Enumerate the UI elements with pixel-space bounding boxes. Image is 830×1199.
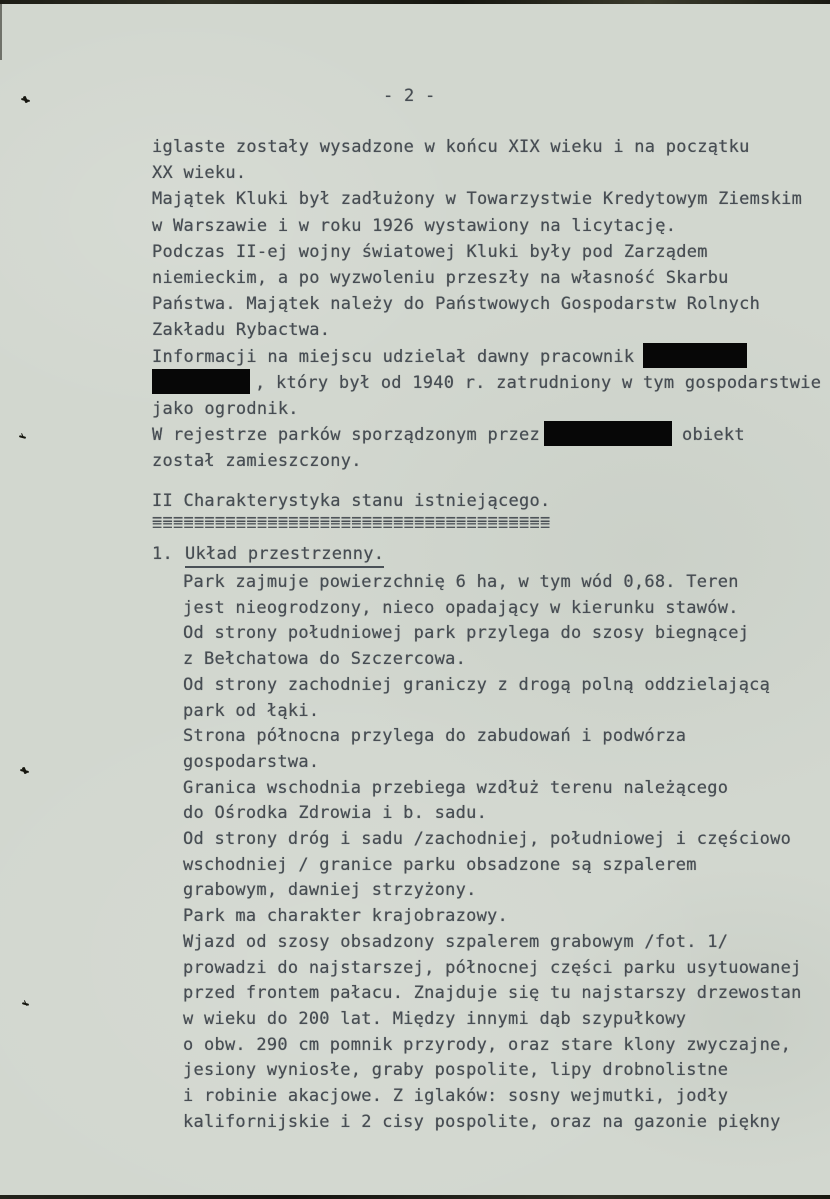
text-line: przed frontem pałacu. Znajduje się tu najstarszy drzewostan [183, 983, 802, 1004]
text-line-with-redaction [152, 344, 821, 370]
text-line: Granica wschodnia przebiega wzdłuż terenu należącego [183, 777, 729, 798]
text-line: Majątek Kluki był zadłużony w Towarzystwie Kredytowym Ziemskim [152, 189, 803, 210]
ink-speck [21, 96, 30, 104]
text-line: Podczas II-ej wojny światowej Kluki były pod Zarządem [152, 241, 708, 262]
text-line: został zamieszczony. [152, 451, 362, 472]
text-line: kalifornijskie i 2 cisy pospolite, oraz na gazonie piękny [183, 1111, 781, 1132]
text-segment: , który był od 1940 r. zatrudniony w tym gospodarstwie [255, 372, 822, 393]
text-line: Wjazd od szosy obsadzony szpalerem grabowym /fot. 1/ [183, 931, 729, 952]
text-line: prowadzi do najstarszej, północnej części parku usytuowanej [183, 957, 802, 978]
redaction-box [544, 421, 672, 446]
text-line: jako ogrodnik. [152, 399, 299, 420]
text-line: Od strony południowej park przylega do szosy biegnącej [183, 623, 750, 644]
text-line: o obw. 290 cm pomnik przyrody, oraz stare klony zwyczajne, [183, 1034, 792, 1055]
section-heading: II Charakterystyka stanu istniejącego. [152, 491, 551, 511]
text-segment: W rejestrze parków sporządzonym przez [152, 425, 540, 446]
text-segment: obiekt [681, 425, 745, 446]
scan-edge-bottom [0, 1195, 830, 1199]
text-line: jest nieogrodzony, nieco opadający w kierunku stawów. [183, 597, 739, 618]
text-line: do Ośrodka Zdrowia i b. sadu. [183, 803, 488, 824]
text-line: Park ma charakter krajobrazowy. [183, 906, 509, 927]
text-line: Od strony dróg i sadu /zachodniej, południowej i częściowo [183, 829, 792, 850]
text-line: iglaste zostały wysadzone w końcu XIX wieku i na początku [152, 137, 750, 157]
text-line-with-redaction [152, 422, 821, 448]
text-line: Zakładu Rybactwa. [152, 320, 331, 341]
subsection-number: 1. [152, 544, 173, 564]
text-line: Państwa. Majątek należy do Państwowych Gospodarstw Rolnych [152, 294, 761, 315]
text-line: grabowym, dawniej strzyżony. [183, 880, 477, 901]
ink-speck [19, 433, 26, 439]
scan-edge-top [0, 0, 830, 4]
paragraph-spatial-layout [183, 570, 802, 1135]
scan-edge-left-smudge [0, 0, 2, 60]
text-line: jesiony wyniosłe, graby pospolite, lipy drobnolistne [183, 1060, 729, 1081]
text-line: wschodniej / granice parku obsadzone są szpalerem [183, 854, 697, 875]
subsection-title-text: Układ przestrzenny. [185, 544, 384, 568]
redaction-box [643, 343, 747, 368]
redaction-box [152, 369, 250, 394]
text-line: Od strony zachodniej graniczy z drogą polną oddzielającą [183, 674, 771, 695]
page-number: - 2 - [383, 86, 436, 106]
text-line: niemieckim, a po wyzwoleniu przeszły na własność Skarbu [152, 268, 729, 289]
text-line: w Warszawie i w roku 1926 wystawiony na licytację. [152, 215, 677, 236]
ink-speck [20, 767, 29, 775]
text-segment: Informacji na miejscu udzielał dawny pracownik [152, 346, 635, 367]
text-line: XX wieku. [152, 163, 247, 184]
paragraph-estate-history [152, 134, 821, 475]
section-heading-underline: ====================================== [152, 510, 551, 530]
text-line: park od łąki. [183, 700, 320, 721]
text-line: i robinie akacjowe. Z iglaków: sosny wejmutki, jodły [183, 1086, 729, 1107]
text-line-with-redaction [152, 370, 821, 396]
ink-speck [22, 1000, 29, 1007]
text-line: Park zajmuje powierzchnię 6 ha, w tym wód 0,68. Teren [183, 572, 739, 592]
text-line: z Bełchatowa do Szczercowa. [183, 649, 467, 670]
text-line: w wieku do 200 lat. Między innymi dąb szypułkowy [183, 1008, 687, 1029]
text-line: gospodarstwa. [183, 751, 320, 772]
text-line: Strona północna przylega do zabudowań i podwórza [183, 726, 687, 747]
subsection-title [152, 544, 384, 564]
